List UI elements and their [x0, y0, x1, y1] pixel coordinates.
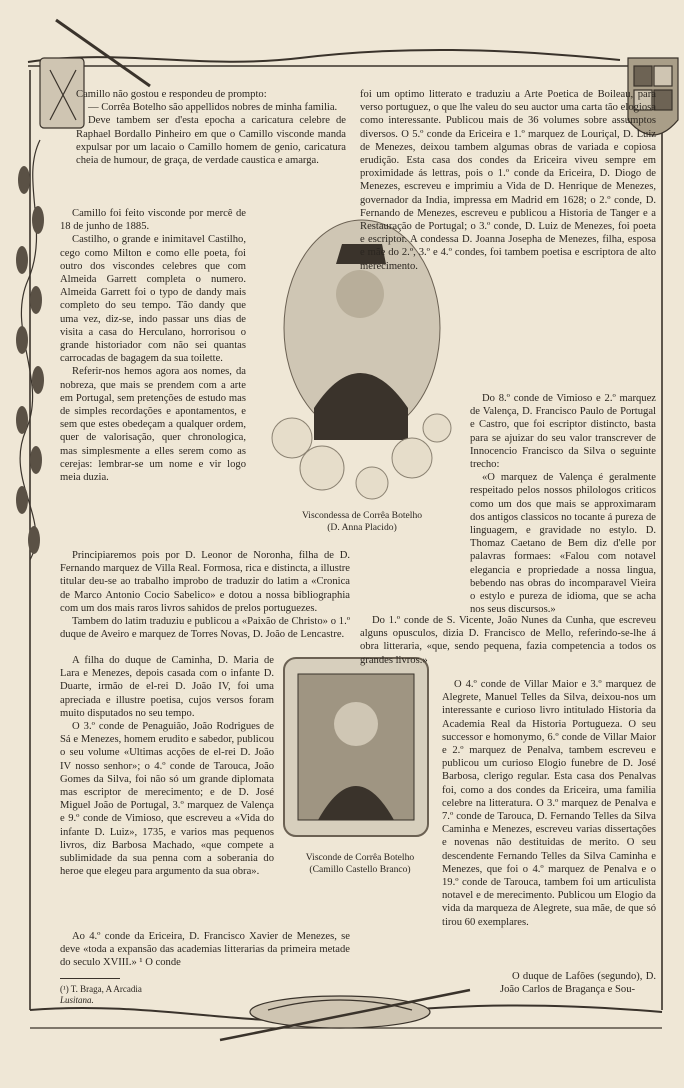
footnote — [60, 978, 220, 1006]
caption-subtitle: (D. Anna Placido) — [327, 521, 397, 533]
paragraph: Castilho, o grande e inimitavel Castilho, cego como Milton e como elle poeta, foi outro dos viscondes celebres que com Almeida Garrett completa o numero. Almeida Garrett foi o typo de dandy mais completo do seu tempo. Tão dandy que uma vez, diz-se, indo passar uns dias de visita a casa do Herculano, horrorisou o grande historiador com não sei quantas carrocadas de bagagem da sua toilette. — [60, 234, 246, 365]
paragraph: Deve tambem ser d'esta epocha a caricatura celebre de Raphael Bordallo Pinheiro em que o Camillo visconde manda expulsar por um lacaio o Camillo homem de genio, caricatura cheia de humour, de graça, de verdade caustica e amarga. — [76, 115, 346, 167]
caption-bottom — [290, 852, 430, 875]
paragraph: Referir-nos hemos agora aos nomes, da nobreza, que mais se prendem com a arte em Portugal, sem pretenções de estudo mas de simples recordações e apontamentos, e sem que estes obedeçam a qualquer ordem, quer de valorisação, quer chronologica, mas simplesmente a elles serem como as cerejas: lembrar-se um nome e vir logo meia duzia. — [60, 366, 246, 484]
right-column-mid — [470, 392, 656, 616]
paragraph: Ao 4.º conde da Ericeira, D. Francisco Xavier de Menezes, se deve «toda a expansão das academias litterarias da primeira metade do seculo XVIII.» ¹ O conde — [60, 931, 350, 969]
right-column-wide — [360, 614, 656, 667]
left-column-upper — [76, 88, 346, 167]
left-column-end — [60, 930, 350, 970]
portrait-visconde — [282, 656, 430, 838]
paragraph: A filha do duque de Caminha, D. Maria de Lara e Menezes, depois casada com o infante D. Duarte, irmão de el-rei D. João IV, foi uma apreciada e illustre poetisa, cujos versos foram muito disputados no seu tempo. — [60, 655, 274, 719]
paragraph: «O marquez de Valença é geralmente respeitado pelos nossos philologos criticos como um dos que mais se approximaram dos antigos classicos no tocante á pureza de linguagem, e gravidade no estylo. D. Thomaz Caetano de Bem diz d'elle por palavras formaes: «Falou com notavel elegancia e propriedade a nossa lingua, bebendo nas obras do incomparavel Vieira o estylo e pureza de idioma, que se acha nos seus discursos.» — [470, 472, 656, 616]
paragraph: Tambem do latim traduziu e publicou a «Paixão de Christo» o 1.º duque de Aveiro e marquez de Torres Novas, D. João de Lencastre. — [60, 616, 350, 641]
footnote-line: Lusitana. — [60, 995, 94, 1005]
paragraph: Camillo foi feito visconde por mercê de 18 de junho de 1885. — [60, 208, 246, 233]
paragraph: foi um optimo litterato e traduziu a Arte Poetica de Boileau, para verso portuguez, o que lhe valeu do seu auctor uma carta tão elogiosa como interessante. Publicou mais de 36 volumes sobre assumptos diversos. O 5.º conde da Ericeira e 1.º marquez de Louriçal, D. Luiz de Menezes, deixou tambem algumas obras de variada e copiosa erudição. Esta casa dos condes da Ericeira viveu sempre em proximidade ás lettras, pois o 1.º conde da Ericeira, D. Diogo de Menezes, escreveu e imprimiu a Vida de D. Henrique de Menezes, governador da India, impressa em Madrid em 1628; o 2.º conde, D. Fernando de Menezes, escreveu e publicou a Historia de Tanger e a Restauração de Portugal; o 3.º conde, D. Luiz de Menezes, foi poeta e escriptor. A condessa D. Joanna Josepha de Menezes, filha, esposa e mãe do 2.º, 3.º e 4.º condes, foi tambem poetisa e escriptora de alto merecimento. — [360, 89, 656, 272]
left-column-wide — [60, 549, 350, 641]
right-column-end — [500, 970, 656, 996]
paragraph: — Corrêa Botelho são appellidos nobres de minha familia. — [88, 102, 338, 114]
portrait-frame — [282, 656, 430, 838]
right-column-upper — [360, 88, 656, 273]
caption-top — [262, 510, 462, 533]
footnote-line: (¹) T. Braga, A Arcadia — [60, 984, 142, 994]
paragraph: Principiaremos pois por D. Leonor de Noronha, filha de D. Fernando marquez de Villa Real. Formosa, rica e distincta, a illustre titular deu-se ao trabalho improbo de traduzir do latim a «Cronica de Marco Antonio Cocio Sabelico» e dotou a nossa bibliographia com um dos mais raros livros sahidos de prelos portuguezes. — [60, 550, 350, 614]
paragraph: Camillo não gostou e respondeu de prompto: — [76, 89, 267, 100]
footnote-rule — [60, 978, 120, 979]
paragraph: Do 8.º conde de Vimioso e 2.º marquez de Valença, D. Francisco Paulo de Portugal e Castro, que foi escriptor distincto, basta para se ajuizar do seu valor transcrever de Innocencio Francisco da Silva o seguinte trecho: — [470, 393, 656, 471]
paragraph: O duque de Lafões (segundo), D. João Carlos de Bragança e Sou- — [500, 971, 656, 996]
left-column-narrow — [60, 207, 246, 484]
right-column-lower — [442, 678, 656, 929]
caption-title: Visconde de Corrêa Botelho — [305, 852, 415, 863]
caption-title: Viscondessa de Corrêa Botelho — [301, 510, 423, 521]
paragraph: O 4.º conde de Villar Maior e 3.º marquez de Alegrete, Manuel Telles da Silva, deixou-nos um interessante e curioso livro intitulado Historia da Academia Real da Historia Portugueza. O seu successor e homonymo, 6.º conde de Villar Maior e 2.º marquez de Penalva, tambem escreveu e publicou um curioso Elogio funebre de D. José Barbosa, clerigo regular. Esta casa dos Penalvas foi, como a dos condes da Ericeira, uma familia celebre na litteratura. O 3.º marquez de Penalva e 7.º conde de Tarouca, D. Fernando Telles da Silva Caminha e Menezes, escreveu varias dissertações e novenas não destituidas de merito. O seu descendente Fernando Telles da Silva Caminha e Menezes, que foi o 4.º marquez de Penalva e o 19.º conde de Tarouca, tambem foi um articulista notavel e de merecimento. Publicou um Elogio da vida da marqueza de Alegrete, sua mãe, de que só tirou 60 exemplares. — [442, 679, 656, 928]
paragraph: Do 1.º conde de S. Vicente, João Nunes da Cunha, que escreveu alguns opusculos, dizia D. Francisco de Mello, referindo-se-lhe á obra litteraria, «que, sendo pequena, fazia competencia a todos os grandes livros.» — [360, 615, 656, 666]
left-column-lower — [60, 654, 274, 878]
paragraph: O 3.º conde de Penaguião, João Rodrigues de Sá e Menezes, homem erudito e sabedor, publicou o seu volume «Ultimas acções de el-rei D. João IV nosso senhor»; o 4.º conde de Tarouca, João Gomes da Silva, foi não só um grande diplomata mas escriptor de merecimento; e de D. José Miguel João de Portugal, 3.º marquez de Valença e 9.º conde de Vimioso, que escreveu a «Vida do infante D. Luiz», 1735, e varios mas pequenos livros, diz Barbosa Machado, «que compete a sublimidade da sua penna com a soberania do heroe que elegeu para argumento da sua obra». — [60, 721, 274, 878]
caption-subtitle: (Camillo Castello Branco) — [309, 863, 411, 875]
